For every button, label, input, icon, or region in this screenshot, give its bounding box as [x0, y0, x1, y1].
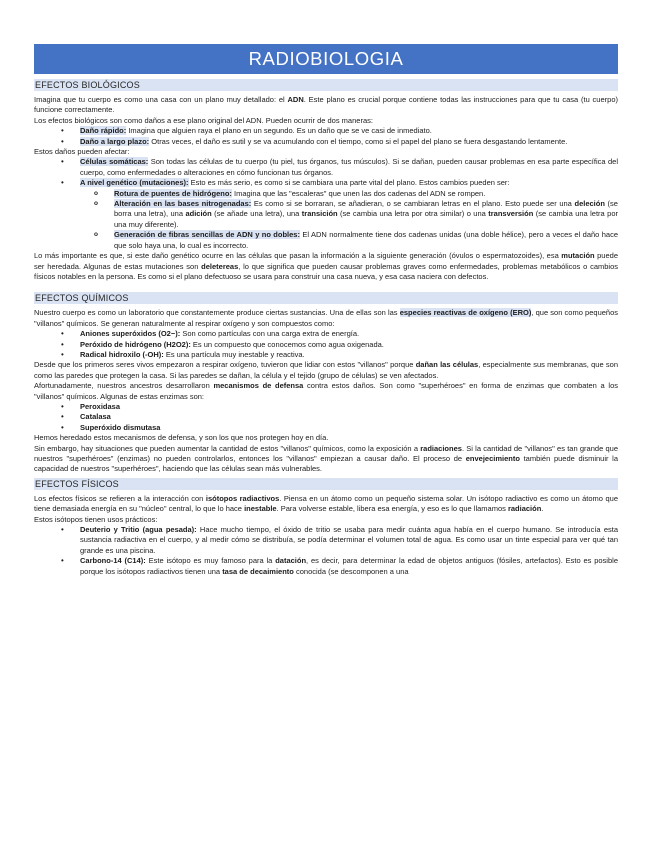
section-heading-fisicos: EFECTOS FÍSICOS — [34, 478, 618, 490]
list-item-fibras: o Generación de fibras sencillas de ADN y no dobles: El ADN normalmente tiene dos cadenas unidas (una doble hélice), pero a veces el daño hace que solo haya una, lo cual es incorrecto. — [34, 230, 618, 251]
list-item-carbono: • Carbono-14 (C14): Este isótopo es muy famoso para la datación, es decir, para determinar la edad de objetos antiguos (fósiles, artefactos). Esto es posible porque los isótopos radiactivos tienen una tasa de decaimiento conocida (se descomponen a una — [34, 556, 618, 577]
list-item-rotura: o Rotura de puentes de hidrógeno: Imagina que las "escaleras" que unen las dos cadenas del ADN se rompen. — [34, 189, 618, 199]
section-heading-quimicos: EFECTOS QUÍMICOS — [34, 292, 618, 304]
list-compuestos — [34, 329, 618, 360]
list-item-enzima: • Peroxidasa — [34, 402, 618, 412]
list-item-celulas-somaticas: • Células somáticas: Son todas las células de tu cuerpo (tu piel, tus órganos, tus músculos). Si se dañan, pueden causar problemas en esa parte específica del cuerpo, como enfermedades o alteraciones en cómo funcionan tus órganos. — [34, 157, 618, 178]
document-page — [34, 44, 618, 577]
paragraph-radiaciones: Sin embargo, hay situaciones que pueden aumentar la cantidad de estos "villanos" químicos, como la exposición a radiaciones. Si la cantidad de "villanos" es tan grande que nuestros "superhéroes" (enzimas) no pueden controlarlos, entonces los "villanos" empiezan a causar daño. El proceso de envejecimiento también puede disminuir la capacidad de nuestros "superhéroes", haciendo que las células sean más vulnerables. — [34, 443, 619, 474]
list-item-nivel-genetico: • A nivel genético (mutaciones): Esto es más serio, es como si se cambiara una parte vital del plano. Estos cambios pueden ser: — [34, 178, 618, 188]
list-item-enzima: • Superóxido dismutasa — [34, 423, 618, 433]
list-item-enzima: • Catalasa — [34, 412, 618, 422]
list-enzimas — [34, 402, 618, 433]
paragraph-heredado: Hemos heredado estos mecanismos de defensa, y son los que nos protegen hoy en día. — [34, 433, 329, 443]
paragraph-herencia: Lo más importante es que, si este daño genético ocurre en las células que pasan la información a la siguiente generación (óvulos o espermatozoides), esa mutación puede ser heredada. Algunas de estas mutaciones son deletereas, lo que significa que pueden causar problemas graves como enfermedades, problemas metabólicos o cambios físicos notables en la persona. Es como si el plano defectuoso se usara para construir una casa nueva, y esa casa naciera con defectos. — [34, 251, 618, 281]
list-item-alteracion: o Alteración en las bases nitrogenadas: Es como si se borraran, se añadieran, o se cambiaran letras en el plano. Esto puede ser una deleción (se borra una letra), una adición (se añade una letra), una transición (se cambia una letra por otra similar) o una transversión (se cambia una letra por una muy diferente). — [34, 199, 618, 230]
list-item-peroxido: • Peróxido de hidrógeno (H2O2): Es un compuesto que conocemos como agua oxigenada. — [34, 340, 618, 350]
list-item-aniones: • Aniones superóxidos (O2−): Son como partículas con una carga extra de energía. — [34, 329, 618, 339]
list-mutaciones — [34, 189, 618, 251]
paragraph-afectar: Estos daños pueden afectar: — [34, 147, 130, 157]
paragraph-usos: Estos isótopos tienen usos prácticos: — [34, 514, 158, 524]
paragraph-intro-adn: Imagina que tu cuerpo es como una casa con un plano muy detallado: el ADN. Este plano es crucial porque contiene todas las instrucciones para que tu casa (tu cuerpo) funcione correctamente. — [34, 95, 618, 115]
list-afectados — [34, 157, 618, 188]
paragraph-intro-danios: Los efectos biológicos son como daños a ese plano original del ADN. Pueden ocurrir de dos maneras: — [34, 115, 373, 125]
list-item-radical: • Radical hidroxilo (-OH): Es una partícula muy inestable y reactiva. — [34, 350, 618, 360]
document-title: RADIOBIOLOGIA — [34, 44, 618, 74]
paragraph-isotopos: Los efectos físicos se refieren a la interacción con isótopos radiactivos. Piensa en un átomo como un pequeño sistema solar. Un isótopo radiactivo es como un átomo que tiene demasiada energía en su "núcleo" central, lo que lo hace inestable. Para volverse estable, libera esa energía, y eso es lo que llamamos radiación. — [34, 493, 618, 514]
section-heading-biologicos: EFECTOS BIOLÓGICOS — [34, 79, 618, 91]
list-item-danio-rapido: • Daño rápido: Imagina que alguien raya el plano en un segundo. Es un daño que se ve casi de inmediato. — [34, 126, 618, 136]
list-tipos-danio — [34, 126, 618, 147]
paragraph-defensa: Afortunadamente, nuestros ancestros desarrollaron mecanismos de defensa contra estos daños. Son como "superhéroes" en forma de enzimas que combaten a los "villanos" químicos. Algunas de estas enzimas son: — [34, 381, 618, 401]
paragraph-membranas: Desde que los primeros seres vivos empezaron a respirar oxígeno, tuvieron que lidiar con estos "villanos" porque dañan las células, especialmente sus membranas, que son como las paredes que protegen la casa. Si las paredes se dañan, la célula y el tejido (grupo de células) se ven afectados. — [34, 360, 618, 380]
list-item-danio-lento: • Daño a largo plazo: Otras veces, el daño es sutil y se va acumulando con el tiempo, como si el papel del plano se fuera desgastando lentamente. — [34, 137, 618, 147]
list-item-deuterio: • Deuterio y Tritio (agua pesada): Hace mucho tiempo, el óxido de tritio se usaba para medir cuánta agua había en el cuerpo humano. Se introducía esta sustancia radiactiva en el cuerpo, y al medir cómo se distribuía, se podía determinar el volumen total de agua. Es como usar un tinte especial para ver qué tan grande es una piscina. — [34, 525, 618, 556]
list-usos-isotopos — [34, 525, 618, 577]
paragraph-ero: Nuestro cuerpo es como un laboratorio que constantemente produce ciertas sustancias. Una de ellas son las especies reactivas de oxígeno (ERO), que son como pequeños "villanos" químicos. Se generan naturalmente al respirar oxígeno y son compuestos como: — [34, 308, 619, 328]
